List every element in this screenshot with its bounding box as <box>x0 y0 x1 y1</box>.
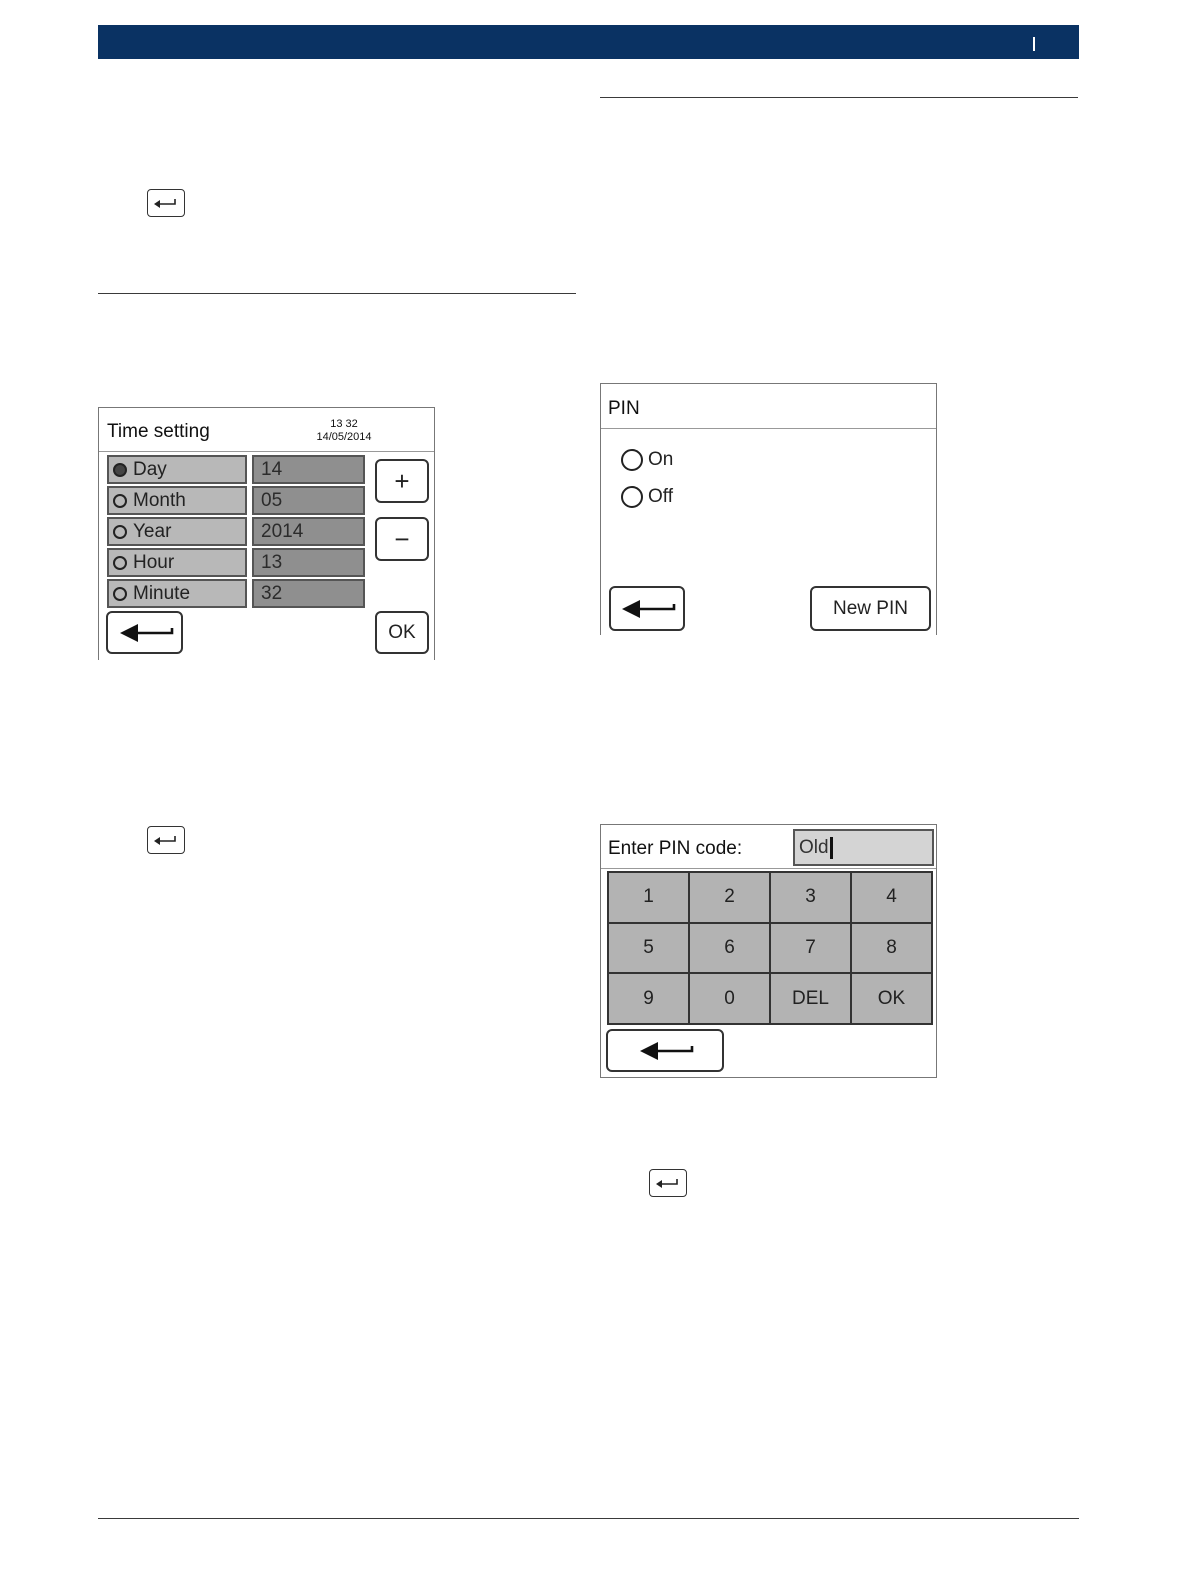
radio-unselected-icon <box>113 587 127 601</box>
row-label: Hour <box>133 551 175 573</box>
pin-entry-label: Enter PIN code: <box>608 838 743 859</box>
clock-date: 14/05/2014 <box>316 431 372 443</box>
back-button[interactable] <box>106 611 183 654</box>
pin-on-option[interactable] <box>621 449 673 471</box>
row-minute-value[interactable]: 32 <box>252 579 365 608</box>
row-minute-selector[interactable] <box>107 579 247 608</box>
radio-selected-icon <box>113 463 127 477</box>
radio-unselected-icon <box>113 525 127 539</box>
pin-entry-panel <box>600 824 937 1078</box>
option-label: Off <box>648 486 673 507</box>
enter-return-arrow-icon <box>147 189 185 217</box>
radio-unselected-icon <box>113 556 127 570</box>
key-0[interactable]: 0 <box>690 974 769 1023</box>
ok-button[interactable]: OK <box>375 611 429 654</box>
pin-title: PIN <box>608 398 640 419</box>
pin-keypad <box>607 871 933 1025</box>
enter-return-arrow-icon <box>147 826 185 854</box>
row-year-value[interactable]: 2014 <box>252 517 365 546</box>
row-year-selector[interactable] <box>107 517 247 546</box>
footer-rule <box>98 1518 1079 1519</box>
pin-input-value: Old <box>799 836 829 858</box>
header-bar <box>98 25 1079 59</box>
option-label: On <box>648 449 674 470</box>
radio-unselected-icon <box>621 449 643 471</box>
key-del[interactable]: DEL <box>771 974 850 1023</box>
key-5[interactable]: 5 <box>609 924 688 973</box>
row-label: Day <box>133 458 167 480</box>
back-arrow-icon <box>614 597 680 621</box>
key-3[interactable]: 3 <box>771 873 850 922</box>
key-6[interactable]: 6 <box>690 924 769 973</box>
decrement-button[interactable]: − <box>375 517 429 561</box>
title-divider <box>601 868 936 869</box>
time-setting-panel <box>98 407 435 660</box>
key-4[interactable]: 4 <box>852 873 931 922</box>
new-pin-button[interactable]: New PIN <box>810 586 931 631</box>
radio-unselected-icon <box>621 486 643 508</box>
row-label: Month <box>133 489 186 511</box>
back-arrow-icon <box>632 1039 698 1063</box>
title-divider <box>99 451 434 452</box>
pin-input[interactable] <box>793 829 934 866</box>
text-cursor <box>830 837 833 859</box>
back-button[interactable] <box>606 1029 724 1072</box>
radio-unselected-icon <box>113 494 127 508</box>
clock-time: 13 32 <box>330 418 358 430</box>
enter-return-arrow-icon <box>649 1169 687 1197</box>
row-day-value[interactable]: 14 <box>252 455 365 484</box>
key-ok[interactable]: OK <box>852 974 931 1023</box>
pin-panel <box>600 383 937 635</box>
header-separator <box>1033 37 1035 51</box>
section-rule-right <box>600 97 1078 98</box>
key-8[interactable]: 8 <box>852 924 931 973</box>
back-arrow-icon <box>112 621 178 645</box>
time-setting-title: Time setting <box>107 421 210 442</box>
key-9[interactable]: 9 <box>609 974 688 1023</box>
key-2[interactable]: 2 <box>690 873 769 922</box>
row-hour-value[interactable]: 13 <box>252 548 365 577</box>
row-day-selector[interactable] <box>107 455 247 484</box>
row-hour-selector[interactable] <box>107 548 247 577</box>
back-button[interactable] <box>609 586 685 631</box>
key-1[interactable]: 1 <box>609 873 688 922</box>
title-divider <box>601 428 936 429</box>
row-month-value[interactable]: 05 <box>252 486 365 515</box>
section-rule-left <box>98 293 576 294</box>
increment-button[interactable]: + <box>375 459 429 503</box>
pin-off-option[interactable] <box>621 486 673 508</box>
status-clock <box>304 418 384 444</box>
row-month-selector[interactable] <box>107 486 247 515</box>
row-label: Year <box>133 520 172 542</box>
key-7[interactable]: 7 <box>771 924 850 973</box>
row-label: Minute <box>133 582 191 604</box>
